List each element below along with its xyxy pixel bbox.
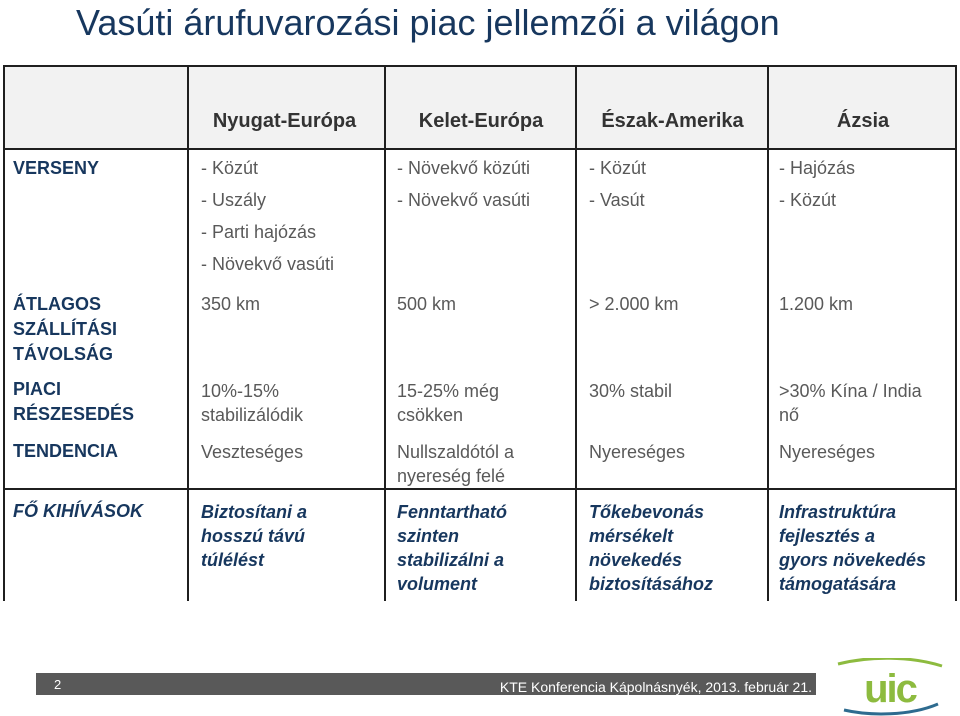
cell-line: - Közút <box>201 158 259 178</box>
cell-line: stabilizálódik <box>201 405 304 425</box>
cell-tendencia-azsia <box>779 440 875 464</box>
row-label-reszesedes <box>13 377 134 427</box>
cell-line: nyereség felé <box>397 466 506 486</box>
footer-text: KTE Konferencia Kápolnásnyék, 2013. február 21. <box>499 679 812 695</box>
label-line: SZÁLLÍTÁSI <box>13 319 117 339</box>
cell-reszesedes-eszak <box>589 379 672 403</box>
cell-line: 10%-15% <box>201 381 280 401</box>
label-line: PIACI <box>13 379 62 399</box>
cell-tendencia-kelet <box>397 440 514 488</box>
cell-line: gyors növekedés <box>779 550 927 570</box>
cell-line: Infrastruktúra <box>779 502 897 522</box>
cell-tendencia-nyugat <box>201 440 303 464</box>
label-line: RÉSZESEDÉS <box>13 404 135 424</box>
cell-line: fejlesztés a <box>779 526 876 546</box>
col-header-azsia: Ázsia <box>836 110 890 132</box>
cell-line: - Hajózás <box>779 158 856 178</box>
cell-line: - Növekvő vasúti <box>397 190 531 210</box>
cell-kihivasok-azsia <box>779 500 926 596</box>
cell-line: nő <box>779 405 800 425</box>
cell-line: túlélést <box>201 550 265 570</box>
logo-wordmark: uic <box>864 667 916 711</box>
cell-line: Fenntartható <box>397 502 507 522</box>
cell-line: - Vasút <box>589 190 645 210</box>
cell-line: növekedés <box>589 550 683 570</box>
cell-line: >30% Kína / India <box>779 381 922 401</box>
cell-tavolsag-nyugat: 350 km <box>201 294 261 314</box>
cell-line: - Növekvő közúti <box>397 158 531 178</box>
cell-reszesedes-nyugat <box>201 379 303 427</box>
page-title: Vasúti árufuvarozási piac jellemzői a világon <box>76 2 780 43</box>
cell-tavolsag-azsia: 1.200 km <box>779 294 854 314</box>
cell-reszesedes-azsia <box>779 379 922 427</box>
col-header-nyugat-europa: Nyugat-Európa <box>212 110 357 132</box>
cell-reszesedes-kelet <box>397 379 499 427</box>
cell-line: - Növekvő vasúti <box>201 254 335 274</box>
label-line: ÁTLAGOS <box>13 294 101 314</box>
row-divider <box>5 488 955 490</box>
col-header-kelet-europa: Kelet-Európa <box>418 110 544 132</box>
cell-kihivasok-kelet <box>397 500 507 596</box>
cell-line: - Közút <box>779 190 837 210</box>
cell-line: - Közút <box>589 158 647 178</box>
cell-verseny-azsia <box>779 152 855 216</box>
cell-kihivasok-eszak <box>589 500 713 596</box>
cell-line: Tőkebevonás <box>589 502 705 522</box>
cell-line: Veszteséges <box>201 442 304 462</box>
cell-verseny-eszak <box>589 152 646 216</box>
cell-tavolsag-eszak: > 2.000 km <box>589 294 679 314</box>
cell-verseny-nyugat <box>201 152 334 280</box>
cell-line: szinten <box>397 526 460 546</box>
cell-line: volument <box>397 574 478 594</box>
row-label-kihivasok: FŐ KIHÍVÁSOK <box>13 501 144 521</box>
row-divider <box>5 148 955 150</box>
cell-line: csökken <box>397 405 464 425</box>
cell-line: 30% stabil <box>589 381 673 401</box>
cell-line: Nyereséges <box>779 442 876 462</box>
row-label-tavolsag <box>13 292 117 367</box>
col-header-eszak-amerika: Észak-Amerika <box>601 110 744 132</box>
market-table <box>3 65 957 601</box>
row-label-tendencia: TENDENCIA <box>13 441 119 461</box>
cell-line: mérsékelt <box>589 526 674 546</box>
cell-line: stabilizálni a <box>397 550 505 570</box>
uic-logo <box>830 658 950 716</box>
cell-verseny-kelet <box>397 152 530 216</box>
cell-line: hosszú távú <box>201 526 306 546</box>
cell-line: Nullszaldótól a <box>397 442 515 462</box>
label-line: TÁVOLSÁG <box>13 344 114 364</box>
cell-line: biztosításához <box>589 574 714 594</box>
row-label-verseny: VERSENY <box>13 158 100 178</box>
cell-line: - Uszály <box>201 190 267 210</box>
cell-tendencia-eszak <box>589 440 685 464</box>
cell-line: Biztosítani a <box>201 502 308 522</box>
table-header-row <box>5 67 955 148</box>
logo-swoosh <box>838 658 942 666</box>
cell-tavolsag-kelet: 500 km <box>397 294 457 314</box>
cell-line: Nyereséges <box>589 442 686 462</box>
page-number: 2 <box>54 677 62 692</box>
cell-line: támogatására <box>779 574 897 594</box>
cell-kihivasok-nyugat <box>201 500 307 572</box>
cell-line: - Parti hajózás <box>201 222 317 242</box>
cell-line: 15-25% még <box>397 381 500 401</box>
